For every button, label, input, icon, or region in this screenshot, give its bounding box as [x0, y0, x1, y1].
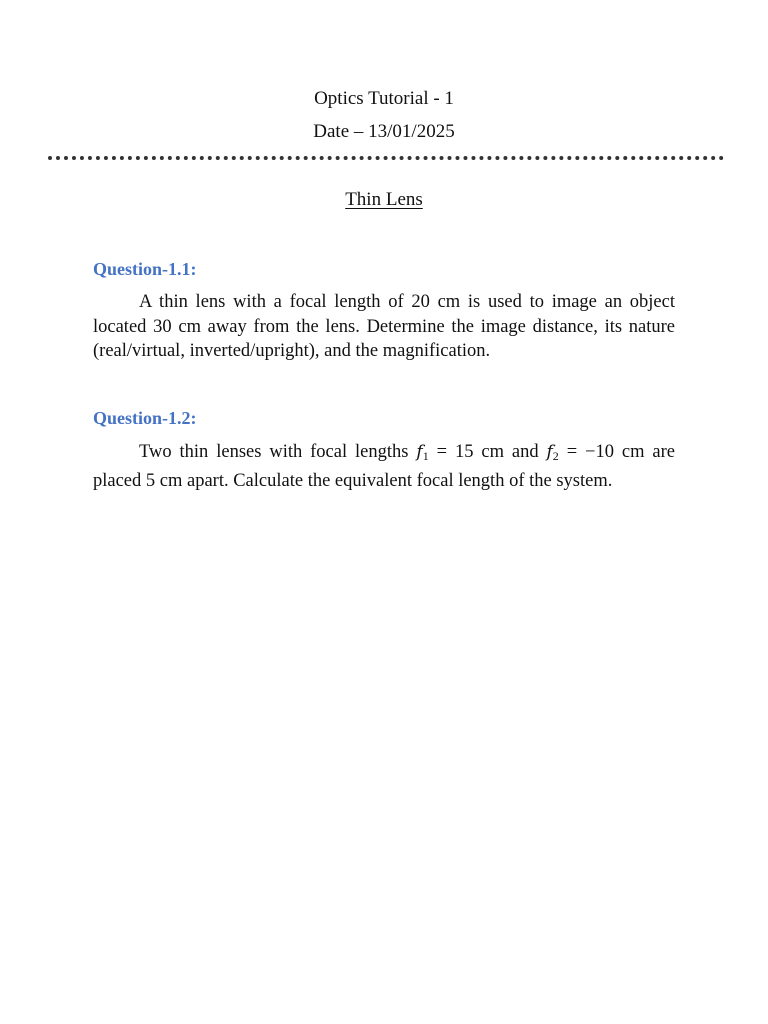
- question-2-text-part2: = 15 cm and: [428, 442, 547, 462]
- f1-subscript: 1: [422, 449, 429, 463]
- question-2-heading: Question-1.2:: [93, 408, 197, 428]
- tutorial-date: Date – 13/01/2025: [313, 121, 455, 142]
- question-2-text: [93, 440, 675, 493]
- dotted-divider: [48, 156, 724, 160]
- question-2-text-part1: Two thin lenses with focal lengths: [139, 442, 417, 462]
- question-1-text: A thin lens with a focal length of 20 cm is used to image an object located 30 cm away from the lens. Determine the image distance, its nature (real/virtual, inverted/upright), and the magnification.: [93, 292, 675, 361]
- focal-length-f1-symbol: f: [416, 442, 423, 462]
- question-2-text-part3: = −10 cm are placed 5 cm apart. Calculate the equivalent focal length of the system.: [93, 442, 675, 491]
- section-title: Thin Lens: [345, 189, 423, 210]
- focal-length-f2-symbol: f: [546, 442, 553, 462]
- f2-subscript: 2: [552, 449, 559, 463]
- question-1-heading: Question-1.1:: [93, 259, 197, 279]
- tutorial-title: Optics Tutorial - 1: [314, 88, 454, 109]
